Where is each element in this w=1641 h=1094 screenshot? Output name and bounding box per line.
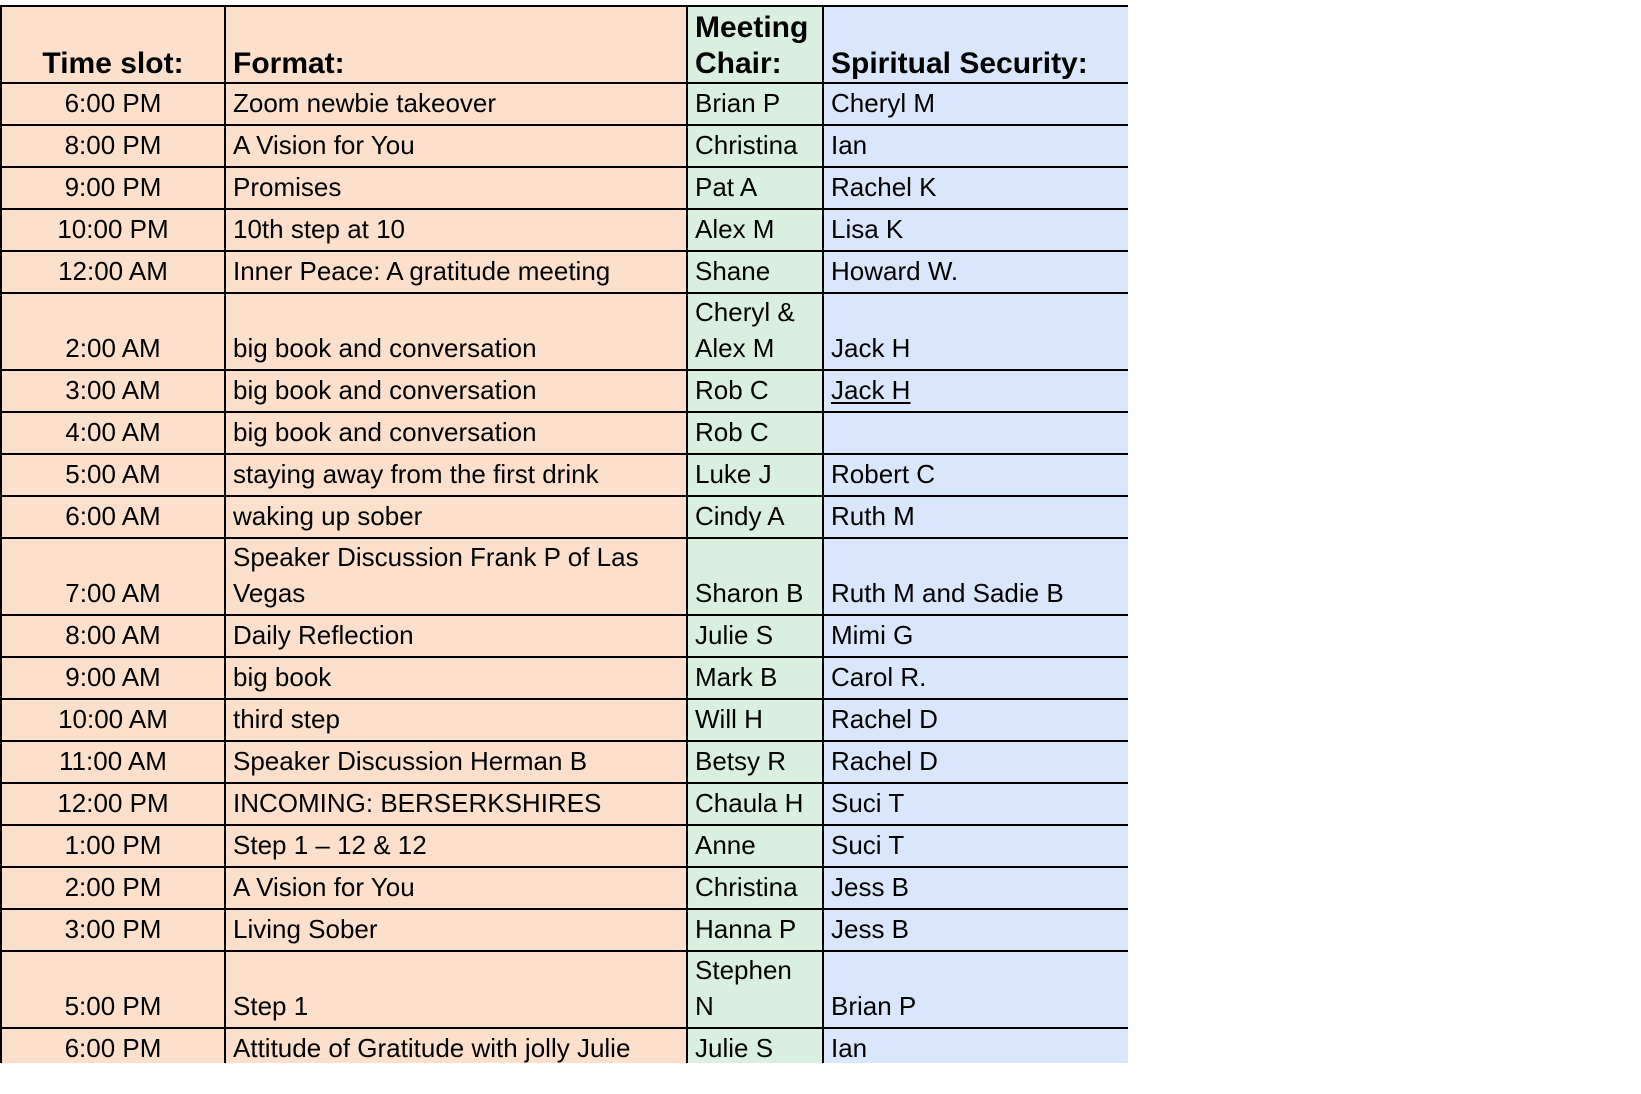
cell-security[interactable]: Lisa K [823, 209, 1128, 251]
cell-time[interactable]: 12:00 PM [1, 783, 225, 825]
cell-security[interactable]: Carol R. [823, 657, 1128, 699]
cell-security[interactable]: Rachel K [823, 167, 1128, 209]
cell-time[interactable]: 3:00 PM [1, 909, 225, 951]
schedule-table [0, 5, 1128, 1063]
cell-format[interactable]: INCOMING: BERSERKSHIRES [225, 783, 687, 825]
cell-security[interactable]: Howard W. [823, 251, 1128, 293]
cell-chair[interactable]: Rob C [687, 412, 823, 454]
cell-format[interactable]: staying away from the first drink [225, 454, 687, 496]
table-row [1, 83, 1128, 125]
cell-time[interactable]: 11:00 AM [1, 741, 225, 783]
table-row [1, 370, 1128, 412]
table-row [1, 951, 1128, 1028]
cell-time[interactable]: 10:00 AM [1, 699, 225, 741]
cell-chair[interactable]: Rob C [687, 370, 823, 412]
cell-chair[interactable]: Luke J [687, 454, 823, 496]
table-row [1, 293, 1128, 370]
cell-format[interactable]: Speaker Discussion Frank P of Las Vegas [225, 538, 687, 615]
cell-time[interactable]: 8:00 AM [1, 615, 225, 657]
cell-format[interactable]: big book and conversation [225, 370, 687, 412]
cell-chair[interactable]: Hanna P [687, 909, 823, 951]
cell-format[interactable]: Step 1 [225, 951, 687, 1028]
table-row [1, 657, 1128, 699]
cell-chair[interactable]: Christina [687, 125, 823, 167]
cell-chair[interactable]: Julie S [687, 615, 823, 657]
table-row [1, 538, 1128, 615]
cell-chair[interactable]: Alex M [687, 209, 823, 251]
cell-security[interactable]: Rachel D [823, 741, 1128, 783]
cell-time[interactable]: 9:00 AM [1, 657, 225, 699]
cell-time[interactable]: 5:00 AM [1, 454, 225, 496]
header-spiritual-security[interactable]: Spiritual Security: [823, 6, 1128, 83]
cell-chair[interactable]: Betsy R [687, 741, 823, 783]
cell-time[interactable]: 3:00 AM [1, 370, 225, 412]
cell-format[interactable]: big book and conversation [225, 293, 687, 370]
cell-format[interactable]: big book [225, 657, 687, 699]
cell-time[interactable]: 6:00 PM [1, 1028, 225, 1063]
cell-format[interactable]: Living Sober [225, 909, 687, 951]
cell-chair[interactable]: Pat A [687, 167, 823, 209]
cell-security[interactable]: Brian P [823, 951, 1128, 1028]
table-row [1, 867, 1128, 909]
cell-security[interactable]: Jess B [823, 909, 1128, 951]
cell-security[interactable] [823, 412, 1128, 454]
cell-time[interactable]: 8:00 PM [1, 125, 225, 167]
header-row [1, 6, 1128, 83]
cell-security[interactable]: Suci T [823, 825, 1128, 867]
cell-chair[interactable]: Cheryl & Alex M [687, 293, 823, 370]
cell-format[interactable]: third step [225, 699, 687, 741]
cell-time[interactable]: 6:00 AM [1, 496, 225, 538]
cell-format[interactable]: Zoom newbie takeover [225, 83, 687, 125]
table-row [1, 209, 1128, 251]
cell-security-link[interactable]: Jack H [831, 375, 911, 405]
cell-format[interactable]: A Vision for You [225, 867, 687, 909]
cell-time[interactable]: 2:00 AM [1, 293, 225, 370]
cell-chair[interactable]: Sharon B [687, 538, 823, 615]
cell-security[interactable]: Ian [823, 1028, 1128, 1063]
cell-security[interactable]: Ruth M and Sadie B [823, 538, 1128, 615]
cell-format[interactable]: Promises [225, 167, 687, 209]
cell-security[interactable]: Rachel D [823, 699, 1128, 741]
cell-format[interactable]: A Vision for You [225, 125, 687, 167]
cell-time[interactable]: 2:00 PM [1, 867, 225, 909]
cell-security[interactable]: Ian [823, 125, 1128, 167]
table-row [1, 1028, 1128, 1063]
table-row [1, 167, 1128, 209]
cell-chair[interactable]: Julie S [687, 1028, 823, 1063]
table-row [1, 741, 1128, 783]
cell-chair[interactable]: Brian P [687, 83, 823, 125]
cell-security[interactable]: Ruth M [823, 496, 1128, 538]
cell-security[interactable]: Jess B [823, 867, 1128, 909]
cell-time[interactable]: 5:00 PM [1, 951, 225, 1028]
cell-format[interactable]: Speaker Discussion Herman B [225, 741, 687, 783]
cell-chair[interactable]: Mark B [687, 657, 823, 699]
cell-time[interactable]: 6:00 PM [1, 83, 225, 125]
cell-security[interactable]: Cheryl M [823, 83, 1128, 125]
header-meeting-chair[interactable]: Meeting Chair: [687, 6, 823, 83]
cell-time[interactable]: 4:00 AM [1, 412, 225, 454]
cell-format[interactable]: 10th step at 10 [225, 209, 687, 251]
cell-format[interactable]: Step 1 – 12 & 12 [225, 825, 687, 867]
cell-chair[interactable]: Anne [687, 825, 823, 867]
cell-format[interactable]: waking up sober [225, 496, 687, 538]
cell-chair[interactable]: Chaula H [687, 783, 823, 825]
table-row [1, 615, 1128, 657]
cell-security[interactable] [823, 370, 1128, 412]
cell-format[interactable]: Daily Reflection [225, 615, 687, 657]
schedule-sheet [0, 5, 1128, 1063]
table-row [1, 251, 1128, 293]
cell-security[interactable]: Jack H [823, 293, 1128, 370]
cell-chair[interactable]: Stephen N [687, 951, 823, 1028]
table-row [1, 125, 1128, 167]
table-row [1, 699, 1128, 741]
table-row [1, 496, 1128, 538]
cell-time[interactable]: 10:00 PM [1, 209, 225, 251]
table-row [1, 454, 1128, 496]
cell-format[interactable]: Inner Peace: A gratitude meeting [225, 251, 687, 293]
table-row [1, 412, 1128, 454]
cell-format[interactable]: Attitude of Gratitude with jolly Julie [225, 1028, 687, 1063]
cell-chair[interactable]: Christina [687, 867, 823, 909]
cell-format[interactable]: big book and conversation [225, 412, 687, 454]
header-time-slot[interactable]: Time slot: [1, 6, 225, 83]
cell-chair[interactable]: Shane [687, 251, 823, 293]
cell-time[interactable]: 9:00 PM [1, 167, 225, 209]
table-row [1, 783, 1128, 825]
cell-security[interactable]: Mimi G [823, 615, 1128, 657]
cell-time[interactable]: 12:00 AM [1, 251, 225, 293]
table-row [1, 909, 1128, 951]
cell-time[interactable]: 1:00 PM [1, 825, 225, 867]
cell-time[interactable]: 7:00 AM [1, 538, 225, 615]
cell-chair[interactable]: Will H [687, 699, 823, 741]
cell-chair[interactable]: Cindy A [687, 496, 823, 538]
header-format[interactable]: Format: [225, 6, 687, 83]
cell-security[interactable]: Robert C [823, 454, 1128, 496]
table-row [1, 825, 1128, 867]
cell-security[interactable]: Suci T [823, 783, 1128, 825]
